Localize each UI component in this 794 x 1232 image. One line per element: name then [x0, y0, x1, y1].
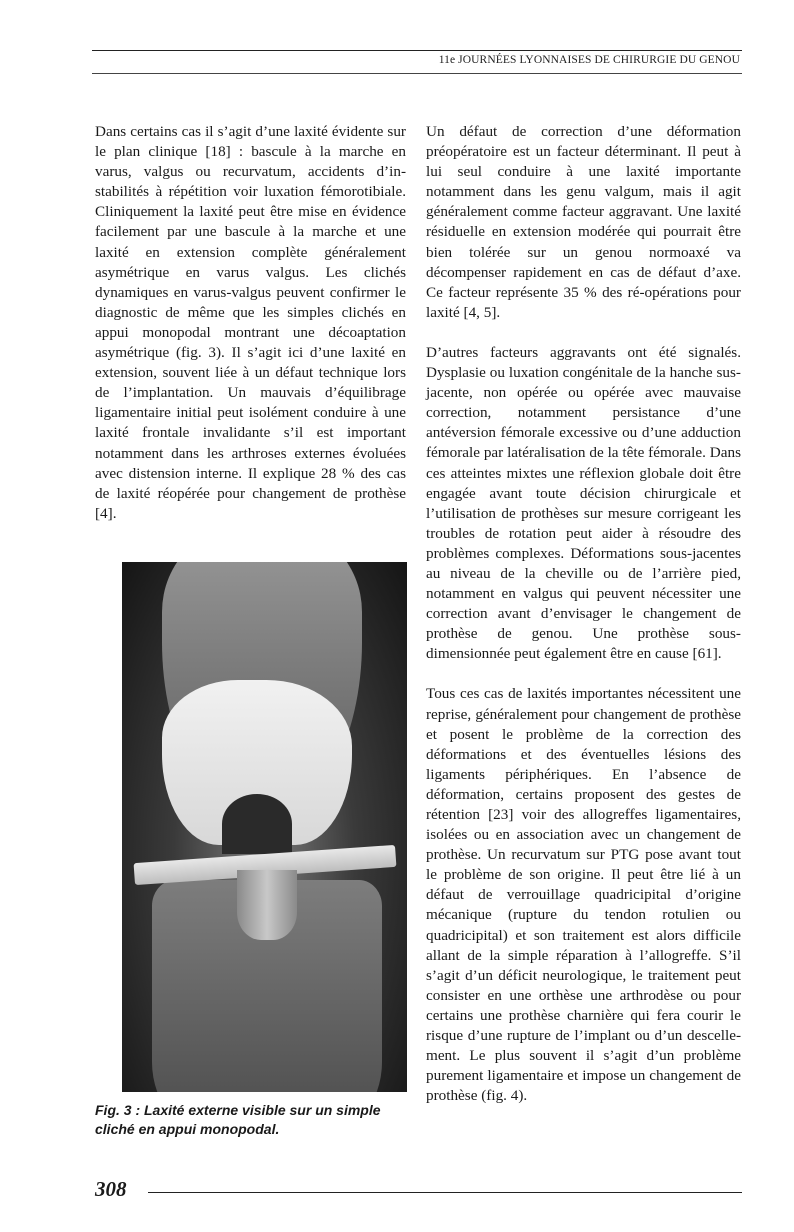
knee-xray-figure [122, 562, 407, 1092]
header-bottom-rule [92, 73, 742, 74]
paragraph: Tous ces cas de laxités importantes nécessitent une reprise, généralement pour changement de prothèse et posent le problème de la correction des déformations et des éventuelles lésions des ligaments périphériques. En l’absence de déformation, certains proposent des gestes de rétention [23] voir des allogreffes ligamentaires, isolées ou en association avec un changement de prothèse. Un recurvatum sur PTG pose avant tout le problème de son origine. Il peut être lié à un défaut de verrouillage quadricipital d’origine mécanique (rupture du tendon rotulien ou quadricipital) et son traitement est alors difficile allant de la simple réparation à l’allogreffe. S’il s’agit d’un déficit neurologique, le traitement peut consister en une orthèse une arthrodèse ou pour certains une prothèse charnière qui fera courir le risque d’une rupture de l’implant ou d’un descellement. Le plus souvent il s’agit d’un problème purement ligamentaire et impose un changement de prothèse (fig. 4). [426, 685, 741, 1105]
header-top-rule [92, 50, 742, 51]
page-number: 308 [95, 1177, 127, 1201]
paragraph: Dans certains cas il s’agit d’une laxité évidente sur le plan clinique [18] : bascule à la marche en varus, valgus ou recurvatum, accidents d’instabilités à répétition voir luxation fémorotibiale. Cliniquement la laxité peut être mise en évidence facilement par une bascule à la marche et une laxité en extension complète généralement asymétrique en varus valgus. Les clichés dynamiques en varus-valgus peuvent confirmer le diagnostic de même que les simples clichés en appui monopodal montrant une décoaptation asymétrique (fig. 3). Il s’agit ici d’une laxité en extension, souvent liée à un défaut technique lors de l’implantation. Un mauvais d’équilibrage ligamentaire initial peut isolément conduire à une laxité frontale invalidante s’il est important notamment dans les arthroses externes évoluées avec distension interne. Il explique 28 % des cas de laxité réopérée pour changement de prothèse [4]. [95, 123, 406, 522]
paragraph: D’autres facteurs aggravants ont été signalés. Dysplasie ou luxation congénitale de la hanche sus-jacente, non opérée ou opérée avec mauvaise correction, notamment persistance d’une antéversion fémorale excessive ou d’une adduction fémorale par latéralisation de la tête fémorale. Dans ces atteintes mixtes une réflexion globale doit être engagée avant toute décision chirurgicale et l’utilisation de prothèses sur mesure corrigeant les troubles de rotation peut aider à résoudre des problèmes complexes. Déformations sous-jacentes au niveau de la cheville ou de l’arrière pied, notamment en valgus qui peuvent nécessiter une correction avant d’envisager le changement de prothèse de genou. Une prothèse sous-dimensionnée peut également être en cause [61]. [426, 343, 741, 663]
intercondylar-notch-shape [222, 794, 292, 854]
right-column [426, 122, 741, 1126]
left-column [95, 122, 406, 544]
tibial-stem-shape [237, 870, 297, 940]
figure-caption: Fig. 3 : Laxité externe visible sur un simple cliché en appui monopodal. [95, 1102, 381, 1137]
running-header: 11e JOURNÉES LYONNAISES DE CHIRURGIE DU GENOU [438, 54, 740, 66]
footer-rule [148, 1192, 742, 1193]
paragraph: Un défaut de correction d’une déformation préopératoire est un facteur déterminant. Il peut à lui seul conduire à une laxité importante notamment dans les genu valgum, mais il agit généralement comme facteur aggravant. Une laxité résiduelle en extension modérée qui pourrait être bien tolérée sur un genou normoaxé va décompenser rapidement en cas de défaut d’axe. Ce facteur représente 35 % des ré-opérations pour laxité [4, 5]. [426, 123, 741, 321]
